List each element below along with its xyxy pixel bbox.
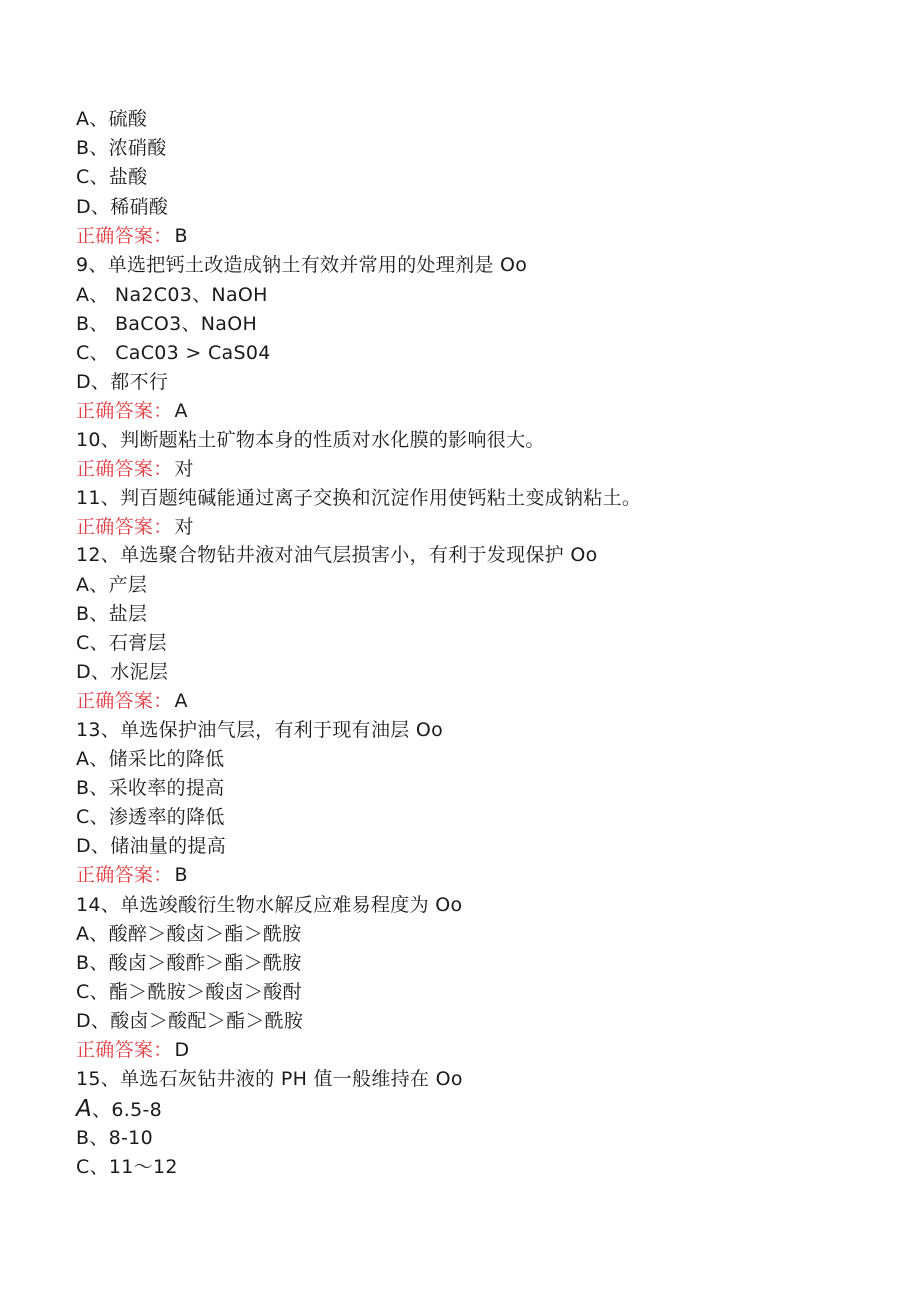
answer-label: 正确答案：: [76, 516, 173, 538]
question-line: 10、判断题粘土矿物本身的性质对水化膜的影响很大。: [76, 429, 545, 451]
option-line: [76, 1097, 162, 1122]
option-line: C、石膏层: [76, 632, 167, 654]
option-line: B、浓硝酸: [76, 137, 167, 159]
option-line: B、采收率的提高: [76, 777, 225, 799]
question-line: 15、单选石灰钻井液的 PH 值一般维持在 Oo: [76, 1068, 463, 1090]
answer-line: [76, 863, 188, 887]
option-line: B、 BaCO3、NaOH: [76, 313, 258, 335]
option-line: A、储采比的降低: [76, 748, 225, 770]
answer-label: 正确答案：: [76, 864, 173, 886]
question-line: 11、判百题纯碱能通过离子交换和沉淀作用使钙粘土变成钠粘土。: [76, 487, 642, 509]
option-line: C、盐酸: [76, 166, 148, 188]
question-line: 14、单选竣酸衍生物水解反应难易程度为 Oo: [76, 894, 463, 916]
option-line: A、产层: [76, 574, 148, 596]
option-line: B、8-10: [76, 1127, 153, 1149]
option-line: C、酯＞酰胺＞酸卤＞酸酎: [76, 981, 302, 1003]
answer-label: 正确答案：: [76, 1039, 173, 1061]
answer-line: [76, 224, 188, 248]
answer-line: [76, 457, 194, 481]
answer-value: 对: [174, 516, 194, 538]
option-line: D、储油量的提高: [76, 835, 227, 857]
answer-value: B: [174, 864, 188, 886]
answer-line: [76, 689, 188, 713]
option-line: A、硫酸: [76, 108, 148, 130]
option-letter: A: [76, 1096, 93, 1122]
answer-label: 正确答案：: [76, 458, 173, 480]
question-line: 12、单选聚合物钻井液对油气层损害小，有利于发现保护 Oo: [76, 544, 598, 566]
answer-value: A: [174, 690, 188, 712]
option-line: D、水泥层: [76, 661, 169, 683]
answer-label: 正确答案：: [76, 690, 173, 712]
answer-line: [76, 399, 188, 423]
answer-label: 正确答案：: [76, 400, 173, 422]
answer-value: A: [174, 400, 188, 422]
option-line: C、渗透率的降低: [76, 806, 225, 828]
option-text: 、6.5-8: [92, 1099, 163, 1121]
option-line: D、都不行: [76, 371, 169, 393]
answer-line: [76, 1038, 189, 1062]
answer-value: B: [174, 225, 188, 247]
answer-label: 正确答案：: [76, 225, 173, 247]
option-line: B、酸卤＞酸酢＞酯＞酰胺: [76, 952, 302, 974]
option-line: B、盐层: [76, 603, 148, 625]
question-line: 13、单选保护油气层，有利于现有油层 Oo: [76, 719, 444, 741]
answer-line: [76, 515, 194, 539]
option-line: C、 CaC03 > CaS04: [76, 342, 271, 364]
option-line: A、酸醉＞酸卤＞酯＞酰胺: [76, 923, 302, 945]
option-line: D、稀硝酸: [76, 196, 169, 218]
answer-value: D: [174, 1039, 190, 1061]
option-line: A、 Na2C03、NaOH: [76, 284, 268, 306]
answer-value: 对: [174, 458, 194, 480]
option-line: C、11〜12: [76, 1156, 178, 1178]
option-line: D、酸卤＞酸配＞酯＞酰胺: [76, 1010, 304, 1032]
question-line: 9、单选把钙土改造成钠土有效并常用的处理剂是 Oo: [76, 254, 528, 276]
